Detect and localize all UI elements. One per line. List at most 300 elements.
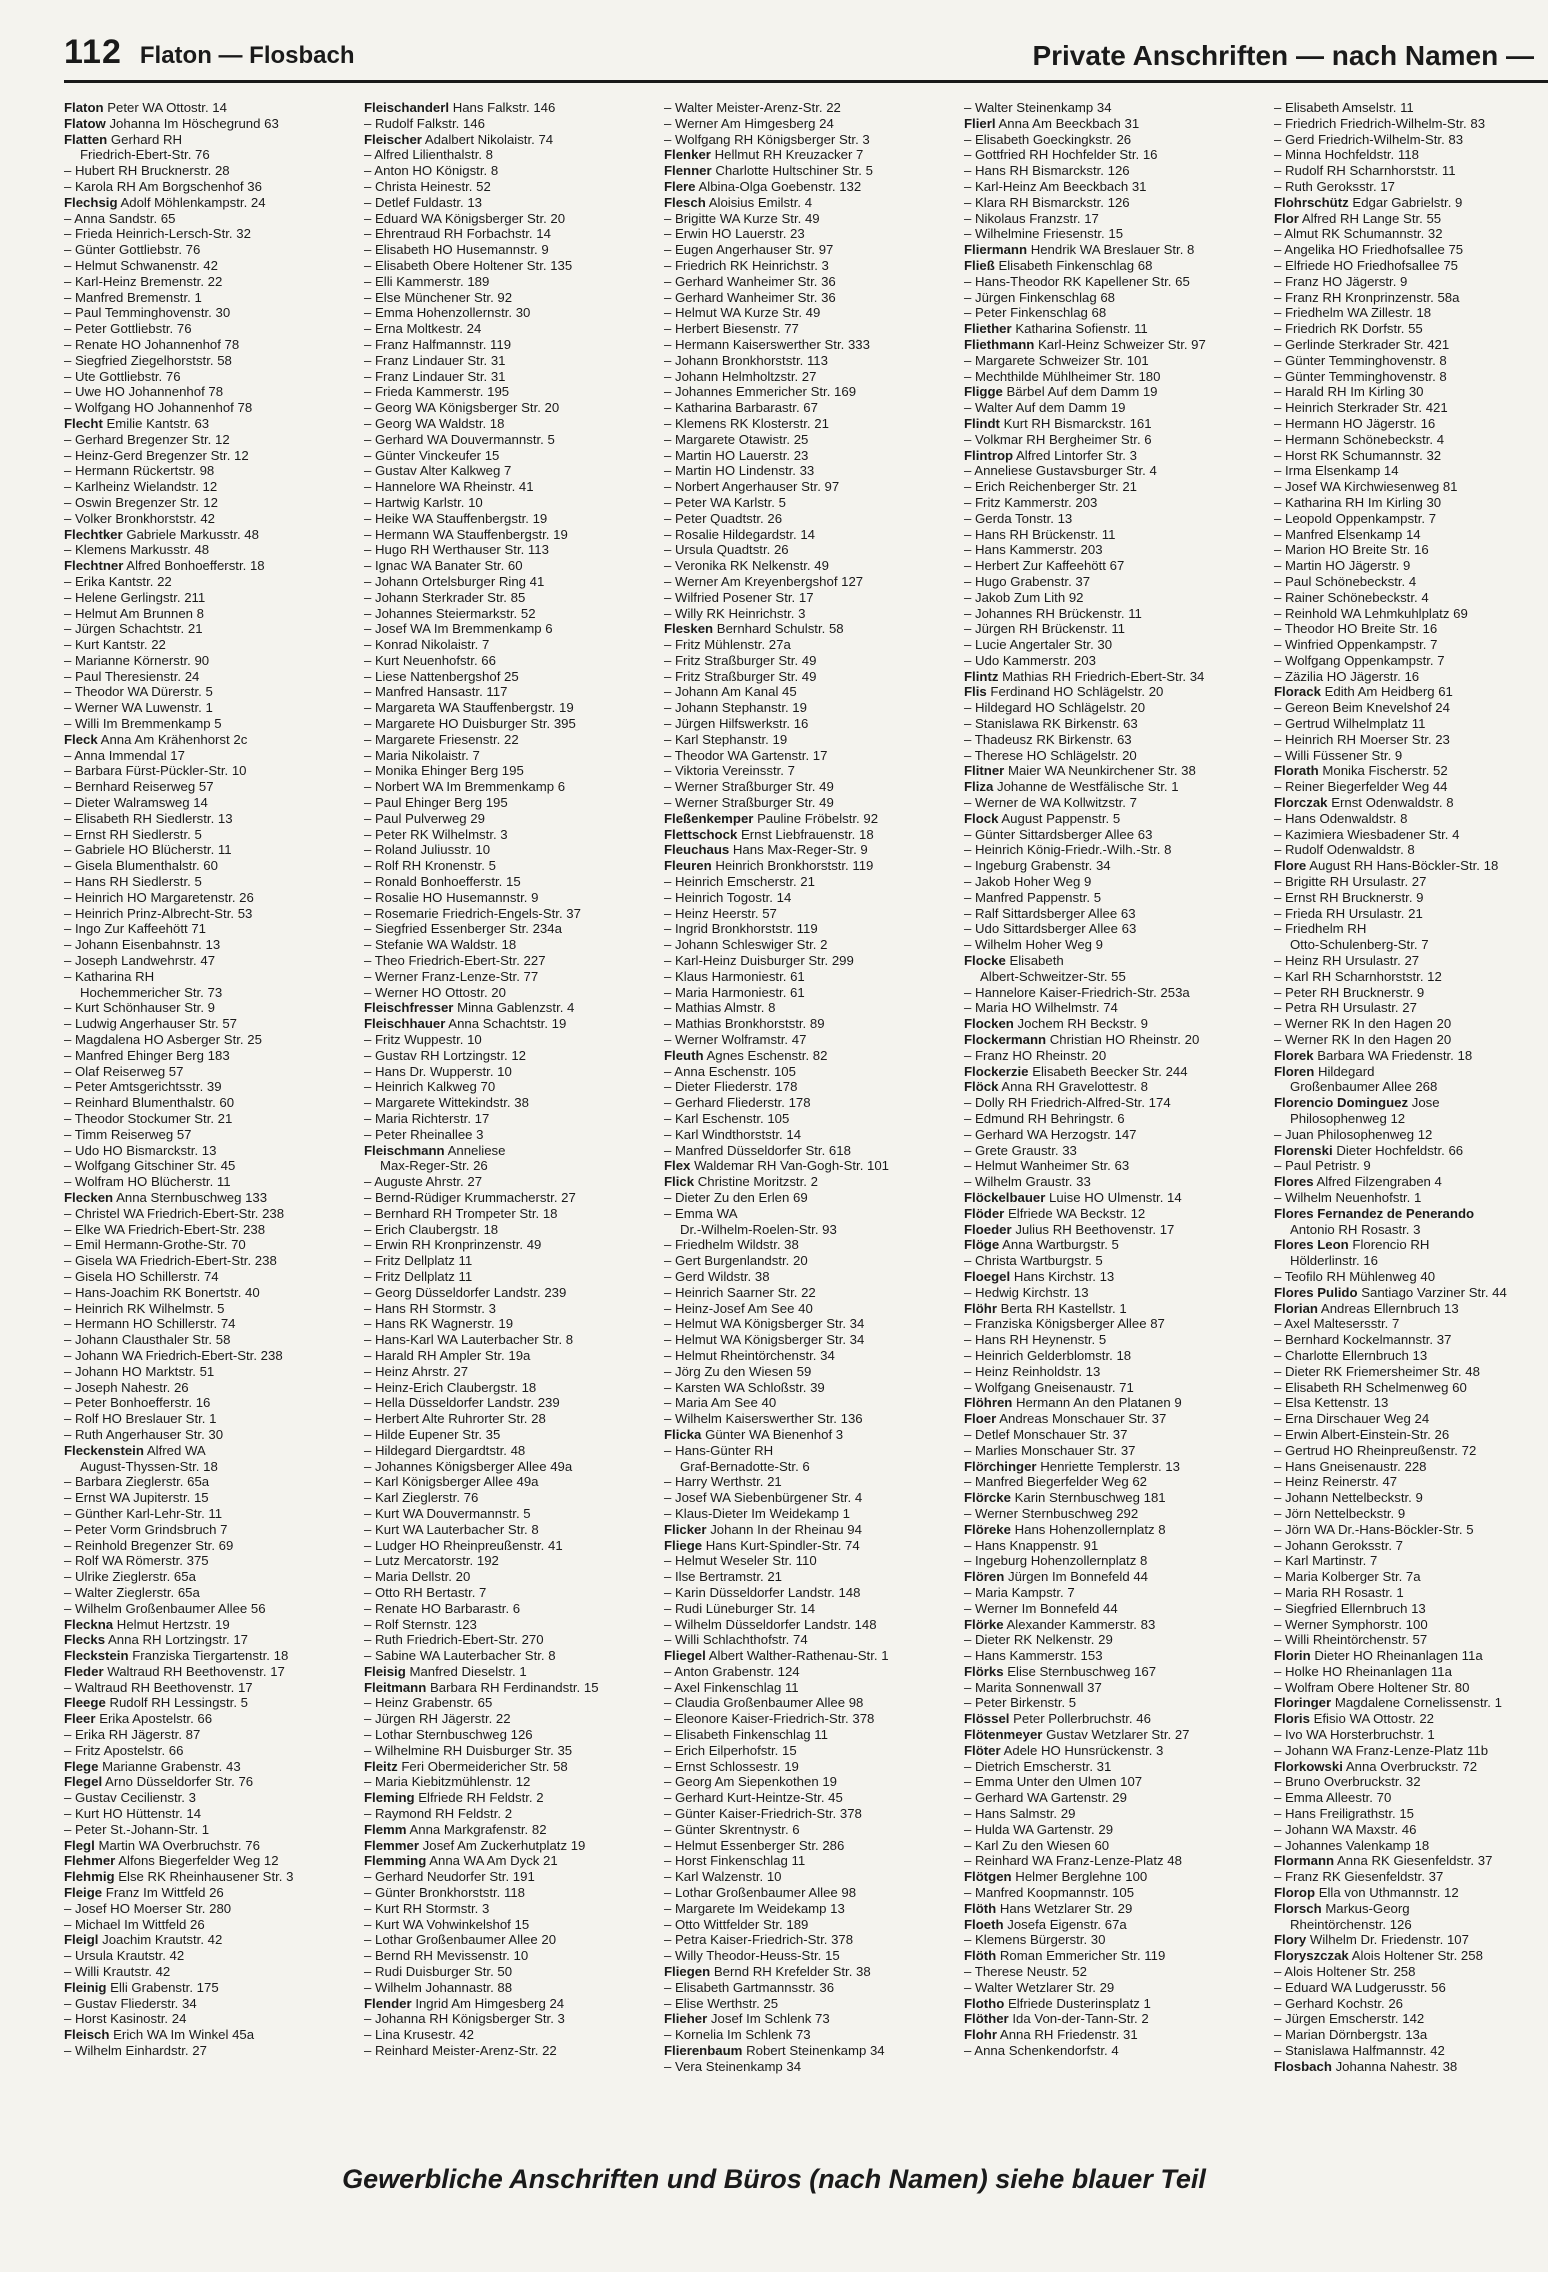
entry-text: Peter WA Ottostr. 14	[107, 100, 227, 115]
entry-text: – Heinz Ahrstr. 27	[364, 1363, 469, 1379]
entry-text: – Ludwig Angerhauser Str. 57	[64, 1016, 238, 1032]
entry-text: – Hermann Schönebeckstr. 4	[1274, 431, 1445, 447]
entry-text: – Georg Düsseldorfer Landstr. 239	[364, 1284, 567, 1300]
entry-text: Günter WA Bienenhof 3	[705, 1426, 844, 1442]
directory-entry	[664, 1632, 956, 1648]
directory-entry	[364, 274, 656, 290]
entry-text: – Ernst RH Brucknerstr. 9	[1274, 889, 1424, 905]
entry-text: – Hermann HO Schillerstr. 74	[64, 1316, 236, 1332]
entry-text: – Dieter Walramsweg 14	[64, 795, 208, 811]
directory-entry	[64, 1111, 356, 1127]
entry-text: – Elisabeth Obere Holtener Str. 135	[364, 257, 573, 273]
directory-entry	[1274, 842, 1548, 858]
entry-text: Elfriede Dusterinsplatz 1	[1007, 1995, 1151, 2011]
entry-text: – Hedwig Kirchstr. 13	[964, 1284, 1089, 1300]
directory-entry	[964, 1601, 1256, 1617]
directory-entry	[64, 1364, 356, 1380]
directory-entry	[964, 1380, 1256, 1396]
entry-text: Franziska Tiergartenstr. 18	[132, 1648, 289, 1664]
entry-text: – Martin HO Lauerstr. 23	[664, 447, 809, 463]
directory-entry	[1274, 100, 1548, 116]
directory-entry	[964, 1000, 1256, 1016]
entry-text: Mathias RH Friedrich-Ebert-Str. 34	[1002, 668, 1205, 684]
directory-entry	[664, 669, 956, 685]
directory-entry	[964, 1474, 1256, 1490]
entry-text: – Heinz-Josef Am See 40	[664, 1300, 813, 1316]
directory-entry	[64, 606, 356, 622]
entry-text: – Walter Meister-Arenz-Str. 22	[664, 100, 841, 115]
surname: Flötgen	[964, 1869, 1012, 1885]
directory-entry	[964, 463, 1256, 479]
directory-entry	[364, 1774, 656, 1790]
entry-text: – Hannelore WA Rheinstr. 41	[364, 479, 534, 495]
entry-text: – Ignac WA Banater Str. 60	[364, 558, 523, 574]
entry-text: – Emma Hohenzollernstr. 30	[364, 305, 531, 321]
address-continuation: Friedrich-Ebert-Str. 76	[80, 147, 210, 163]
surname: Fligge	[964, 384, 1003, 400]
directory-entry	[664, 147, 956, 163]
directory-entry	[1274, 416, 1548, 432]
entry-text: – Katharina RH	[64, 968, 155, 984]
entry-text: Hellmut RH Kreuzacker 7	[714, 147, 864, 163]
entry-text: – Josef HO Moerser Str. 280	[64, 1900, 232, 1916]
entry-text: – Heinrich RK Wilhelmstr. 5	[64, 1300, 225, 1316]
directory-entry	[1274, 353, 1548, 369]
surname: Flohrschütz	[1274, 194, 1349, 210]
entry-text: – Lutz Mercatorstr. 192	[364, 1553, 499, 1569]
directory-entry	[364, 195, 656, 211]
directory-entry	[1274, 590, 1548, 606]
directory-entry	[64, 590, 356, 606]
entry-text: – Hans Salmstr. 29	[964, 1806, 1076, 1822]
directory-entry	[64, 906, 356, 922]
address-continuation: Hochemmericher Str. 73	[80, 984, 223, 1000]
entry-text: – Marlies Monschauer Str. 37	[964, 1442, 1136, 1458]
entry-text: Robert Steinenkamp 34	[746, 2043, 885, 2059]
entry-text: – Maria Kiebitzmühlenstr. 12	[364, 1774, 531, 1790]
directory-entry	[964, 1948, 1256, 1964]
directory-entry	[664, 463, 956, 479]
directory-entry	[664, 1695, 956, 1711]
entry-text: Elisabeth	[1009, 953, 1064, 969]
directory-entry	[364, 985, 656, 1001]
directory-entry	[964, 795, 1256, 811]
entry-text: Adolf Möhlenkampstr. 24	[120, 194, 266, 210]
directory-entry	[1274, 1727, 1548, 1743]
entry-text: Santiago Varziner Str. 44	[1361, 1284, 1507, 1300]
entry-text: – Wolfgang Oppenkampstr. 7	[1274, 652, 1445, 668]
entry-text: Josef Am Zuckerhutplatz 19	[422, 1837, 586, 1853]
directory-entry	[664, 1158, 956, 1174]
entry-text: August RH Hans-Böckler-Str. 18	[1309, 858, 1499, 874]
directory-entry	[364, 1917, 656, 1933]
entry-text: – Gerd Friedrich-Wilhelm-Str. 83	[1274, 131, 1464, 147]
directory-entry	[64, 1964, 356, 1980]
entry-text: Julius RH Beethovenstr. 17	[1015, 1221, 1175, 1237]
directory-entry	[964, 1190, 1256, 1206]
directory-entry	[664, 1380, 956, 1396]
surname: Flocke	[964, 953, 1006, 969]
directory-entry	[964, 274, 1256, 290]
entry-text: Josef Im Schlenk 73	[710, 2011, 830, 2027]
directory-entry	[964, 1048, 1256, 1064]
surname: Flötenmeyer	[964, 1727, 1043, 1743]
surname: Fleitz	[364, 1758, 398, 1774]
directory-entry	[1274, 1427, 1548, 1443]
directory-entry	[964, 1774, 1256, 1790]
directory-entry	[964, 1759, 1256, 1775]
surname: Florenski	[1274, 1142, 1333, 1158]
entry-text: – Heinrich König-Friedr.-Wilh.-Str. 8	[964, 842, 1172, 858]
surname: Fleuchaus	[664, 842, 730, 858]
directory-entry	[964, 748, 1256, 764]
directory-entry	[664, 906, 956, 922]
directory-entry	[64, 1127, 356, 1143]
directory-entry	[1274, 1774, 1548, 1790]
entry-text: Hermann An den Platanen 9	[1016, 1395, 1182, 1411]
entry-text: – Erwin HO Lauerstr. 23	[664, 226, 805, 242]
entry-text: – Joseph Nahestr. 26	[64, 1379, 189, 1395]
directory-entry	[64, 921, 356, 937]
entry-text: – Hans-Joachim RK Bonertstr. 40	[64, 1284, 260, 1300]
directory-entry	[364, 1332, 656, 1348]
entry-text: – Jakob Hoher Weg 9	[964, 874, 1092, 890]
directory-entry	[1274, 527, 1548, 543]
surname: Fleer	[64, 1711, 96, 1727]
directory-entry	[1274, 321, 1548, 337]
directory-entry	[964, 985, 1256, 1001]
directory-entry	[1274, 574, 1548, 590]
surname: Florek	[1274, 1047, 1314, 1063]
directory-entry	[664, 337, 956, 353]
entry-text: – Elisabeth Gartmannsstr. 36	[664, 1979, 835, 1995]
directory-entry	[64, 1016, 356, 1032]
surname: Flöter	[964, 1742, 1001, 1758]
entry-text: – Johann Schleswiger Str. 2	[664, 937, 828, 953]
entry-text: – Heinz Reinholdstr. 13	[964, 1363, 1101, 1379]
directory-entry	[964, 1617, 1256, 1633]
entry-text: – Marita Sonnenwall 37	[964, 1679, 1102, 1695]
entry-text: – Günter Vinckeufer 15	[364, 447, 500, 463]
directory-entry	[1274, 1032, 1548, 1048]
directory-entry	[64, 732, 356, 748]
surname: Flicka	[664, 1426, 702, 1442]
directory-entry	[664, 842, 956, 858]
entry-text: Albert Walther-Rathenau-Str. 1	[708, 1648, 889, 1664]
entry-text: – Helmut WA Königsberger Str. 34	[664, 1316, 865, 1332]
directory-entry	[64, 195, 356, 211]
entry-text: – Helmut Essenberger Str. 286	[664, 1837, 845, 1853]
entry-text: – Therese Neustr. 52	[964, 1964, 1087, 1980]
entry-text: – Margarete Im Weidekamp 13	[664, 1900, 845, 1916]
directory-entry	[964, 969, 1256, 985]
directory-entry	[664, 179, 956, 195]
entry-text: – Gerhard WA Herzogstr. 147	[964, 1126, 1137, 1142]
entry-text: – Siegfried Essenberger Str. 234a	[364, 921, 562, 937]
directory-entry	[1274, 1348, 1548, 1364]
directory-entry	[64, 795, 356, 811]
directory-entry	[964, 1222, 1256, 1238]
entry-text: – Heinrich RH Moerser Str. 23	[1274, 731, 1450, 747]
directory-entry	[364, 684, 656, 700]
entry-text: – Harry Werthstr. 21	[664, 1474, 782, 1490]
entry-text: Helmut Hertzstr. 19	[116, 1616, 230, 1632]
entry-text: – Heinz RH Ursulastr. 27	[1274, 953, 1420, 969]
surname: Flierenbaum	[664, 2043, 743, 2059]
entry-text: – Gerda Tonstr. 13	[964, 510, 1073, 526]
entry-text: – Hans RH Brückenstr. 11	[964, 526, 1116, 542]
entry-text: – Hella Düsseldorfer Landstr. 239	[364, 1395, 560, 1411]
entry-text: – Emil Hermann-Grothe-Str. 70	[64, 1237, 246, 1253]
surname: Flis	[964, 684, 987, 700]
surname: Fleige	[64, 1885, 103, 1901]
directory-entry	[964, 779, 1256, 795]
directory-entry	[364, 321, 656, 337]
directory-entry	[664, 100, 956, 116]
entry-text: – Franz Lindauer Str. 31	[364, 368, 506, 384]
directory-entry	[1274, 479, 1548, 495]
directory-entry	[64, 1680, 356, 1696]
directory-entry	[964, 1648, 1256, 1664]
directory-entry	[964, 1853, 1256, 1869]
directory-entry	[64, 542, 356, 558]
directory-entry	[664, 858, 956, 874]
entry-text: – Peter Vorm Grindsbruch 7	[64, 1521, 228, 1537]
directory-entry	[364, 1301, 656, 1317]
surname: Florin	[1274, 1648, 1311, 1664]
entry-text: – Gerhard Wanheimer Str. 36	[664, 289, 836, 305]
directory-entry	[964, 448, 1256, 464]
directory-entry	[664, 2027, 956, 2043]
entry-text: – Udo Sittardsberger Allee 63	[964, 921, 1137, 937]
directory-entry	[64, 1617, 356, 1633]
entry-text: – Maria Kampstr. 7	[964, 1584, 1075, 1600]
directory-entry	[1274, 400, 1548, 416]
directory-entry	[64, 1632, 356, 1648]
surname: Flores	[1274, 1174, 1314, 1190]
surname: Fliermann	[964, 242, 1028, 258]
directory-entry	[64, 890, 356, 906]
entry-text: – Ute Gottliebstr. 76	[64, 368, 181, 384]
directory-entry	[664, 353, 956, 369]
entry-text: – Theodor WA Dürerstr. 5	[64, 684, 213, 700]
entry-text: – Wilhelm Neuenhofstr. 1	[1274, 1189, 1422, 1205]
entry-text: – Timm Reiserweg 57	[64, 1126, 192, 1142]
entry-text: – Georg Am Siepenkothen 19	[664, 1774, 838, 1790]
directory-entry	[64, 985, 356, 1001]
surname: Flore	[1274, 858, 1307, 874]
entry-text: – Siegfried Ellernbruch 13	[1274, 1600, 1426, 1616]
directory-entry	[64, 1996, 356, 2012]
directory-entry	[364, 1553, 656, 1569]
entry-text: – Jakob Zum Lith 92	[964, 589, 1084, 605]
entry-text: – Stefanie WA Waldstr. 18	[364, 937, 517, 953]
directory-entry	[1274, 1506, 1548, 1522]
directory-entry	[664, 684, 956, 700]
entry-text: Alexander Kammerstr. 83	[1006, 1616, 1156, 1632]
entry-text: – Willi Krautstr. 42	[64, 1964, 171, 1980]
entry-text: Anna RH Lortzingstr. 17	[108, 1632, 249, 1648]
directory-entry	[364, 337, 656, 353]
directory-entry	[64, 1079, 356, 1095]
directory-entry	[364, 1237, 656, 1253]
directory-entry	[1274, 1237, 1548, 1253]
entry-text: – Ernst WA Jupiterstr. 15	[64, 1490, 209, 1506]
directory-entry	[664, 274, 956, 290]
directory-entry	[1274, 763, 1548, 779]
directory-entry	[364, 1980, 656, 1996]
directory-entry	[364, 590, 656, 606]
directory-entry	[964, 163, 1256, 179]
directory-entry	[664, 1727, 956, 1743]
entry-text: – Friedrich RK Heinrichstr. 3	[664, 257, 829, 273]
surname: Flocken	[964, 1016, 1014, 1032]
entry-text: – Renate HO Johannenhof 78	[64, 336, 240, 352]
directory-entry	[1274, 1285, 1548, 1301]
entry-text: – Angelika HO Friedhofsallee 75	[1274, 242, 1464, 258]
directory-entry	[964, 305, 1256, 321]
directory-entry	[964, 1569, 1256, 1585]
entry-text: – Johannes Steiermarkstr. 52	[364, 605, 536, 621]
entry-text: – Manfred Ehinger Berg 183	[64, 1047, 230, 1063]
directory-entry	[664, 1948, 956, 1964]
directory-entry	[1274, 369, 1548, 385]
entry-text: – Heinz Heerstr. 57	[664, 905, 777, 921]
directory-entry	[1274, 1790, 1548, 1806]
entry-text: – Hannelore Kaiser-Friedrich-Str. 253a	[964, 984, 1190, 1000]
directory-entry	[664, 384, 956, 400]
directory-entry	[64, 1774, 356, 1790]
surname: Fleischmann	[364, 1142, 445, 1158]
directory-entry	[64, 2043, 356, 2059]
directory-entry	[364, 842, 656, 858]
entry-text: – Peter Birkenstr. 5	[964, 1695, 1077, 1711]
surname: Florian	[1274, 1300, 1318, 1316]
entry-text: Anna RH Gravelottestr. 8	[1001, 1079, 1148, 1095]
entry-text: – Renate HO Barbarastr. 6	[364, 1600, 521, 1616]
entry-text: – Elisabeth Finkenschlag 11	[664, 1727, 828, 1743]
address-continuation: Hölderlinstr. 16	[1290, 1253, 1378, 1269]
entry-text: Johann In der Rheinau 94	[710, 1521, 862, 1537]
directory-entry	[364, 1206, 656, 1222]
directory-entry	[364, 1348, 656, 1364]
entry-text: – Günter Temminghovenstr. 8	[1274, 368, 1447, 384]
entry-text: Helmer Berglehne 100	[1015, 1869, 1148, 1885]
entry-text: – Frieda Kammerstr. 195	[364, 384, 510, 400]
entry-text: – Kurt Schönhauser Str. 9	[64, 1000, 216, 1016]
entry-text: – Kurt WA Lauterbacher Str. 8	[364, 1521, 539, 1537]
address-continuation: Philosophenweg 12	[1290, 1111, 1406, 1126]
entry-text: – Franz RK Giesenfeldstr. 37	[1274, 1869, 1444, 1885]
directory-entry	[964, 1490, 1256, 1506]
directory-entry	[664, 811, 956, 827]
entry-text: – Therese HO Schlägelstr. 20	[964, 747, 1137, 763]
surname: Floryszczak	[1274, 1948, 1349, 1964]
directory-entry	[1274, 384, 1548, 400]
entry-text: – Wilfried Posener Str. 17	[664, 589, 814, 605]
entry-text: – Marian Dörnbergstr. 13a	[1274, 2027, 1428, 2043]
directory-entry	[964, 1174, 1256, 1190]
address-continuation: August-Thyssen-Str. 18	[80, 1458, 218, 1474]
entry-text: – Dolly RH Friedrich-Alfred-Str. 174	[964, 1095, 1171, 1111]
surname: Florczak	[1274, 795, 1328, 811]
directory-entry	[1274, 1332, 1548, 1348]
directory-entry	[364, 1695, 656, 1711]
entry-text: – Heinrich Sterkrader Str. 421	[1274, 400, 1448, 416]
entry-text: – Fritz Apostelstr. 66	[64, 1742, 184, 1758]
directory-entry	[364, 700, 656, 716]
entry-text: – Gerd Wildstr. 38	[664, 1268, 770, 1284]
directory-entry	[664, 195, 956, 211]
entry-text: – Kornelia Im Schlenk 73	[664, 2027, 811, 2043]
directory-entry	[64, 432, 356, 448]
directory-entry	[364, 432, 656, 448]
entry-text: – Norbert WA Im Bremmenkamp 6	[364, 779, 566, 795]
entry-text: – Wolfgang RH Königsberger Str. 3	[664, 131, 870, 147]
entry-text: – Peter Bonhoefferstr. 16	[64, 1395, 211, 1411]
entry-text: Anna Sternbuschweg 133	[116, 1189, 268, 1205]
directory-entry	[664, 1427, 956, 1443]
entry-text: – Heinrich Togostr. 14	[664, 889, 792, 905]
directory-entry	[1274, 1364, 1548, 1380]
surname: Fleßenkemper	[664, 810, 754, 826]
entry-text: – Johannes Valenkamp 18	[1274, 1837, 1430, 1853]
surname: Floris	[1274, 1711, 1310, 1727]
entry-text: – Anton Grabenstr. 124	[664, 1663, 800, 1679]
entry-text: – Emma Unter den Ulmen 107	[964, 1774, 1143, 1790]
surname: Flor	[1274, 210, 1299, 226]
directory-entry	[1274, 305, 1548, 321]
address-continuation: Großenbaumer Allee 268	[1290, 1079, 1438, 1095]
directory-entry	[964, 179, 1256, 195]
surname: Flöge	[964, 1237, 1000, 1253]
surname: Florencio Dominguez	[1274, 1095, 1409, 1111]
entry-text: – Margareta WA Stauffenbergstr. 19	[364, 700, 574, 716]
entry-text: – Maria Am See 40	[664, 1395, 777, 1411]
directory-entry	[1274, 1459, 1548, 1475]
directory-entry	[364, 1664, 656, 1680]
directory-entry	[1274, 495, 1548, 511]
directory-entry	[664, 827, 956, 843]
entry-text: – Manfred Pappenstr. 5	[964, 889, 1102, 905]
entry-text: – Peter WA Karlstr. 5	[664, 494, 786, 510]
entry-text: – Gustav Alter Kalkweg 7	[364, 463, 512, 479]
surname: Flores Pulido	[1274, 1284, 1358, 1300]
entry-text: – Christa Wartburgstr. 5	[964, 1253, 1103, 1269]
directory-entry	[1274, 1064, 1548, 1080]
entry-text: – Hugo Grabenstr. 37	[964, 573, 1091, 589]
directory-entry	[1274, 1569, 1548, 1585]
directory-entry	[664, 479, 956, 495]
directory-entry	[64, 1743, 356, 1759]
directory-entry	[1274, 1016, 1548, 1032]
directory-entry	[964, 921, 1256, 937]
entry-text: – Brigitte WA Kurze Str. 49	[664, 210, 820, 226]
entry-text: – Klemens RK Klosterstr. 21	[664, 415, 829, 431]
surname: Flenner	[664, 163, 712, 179]
surname: Florsch	[1274, 1900, 1322, 1916]
entry-text: – Paul Pulverweg 29	[364, 810, 485, 826]
entry-text: – Günter Kaiser-Friedrich-Str. 378	[664, 1806, 862, 1822]
directory-entry	[64, 763, 356, 779]
directory-entry	[64, 1427, 356, 1443]
directory-entry	[364, 969, 656, 985]
directory-entry	[964, 1869, 1256, 1885]
entry-text: – Ilse Bertramstr. 21	[664, 1569, 782, 1585]
entry-text: Erich WA Im Winkel 45a	[113, 2027, 255, 2043]
directory-entry	[664, 574, 956, 590]
address-continuation: Antonio RH Rosastr. 3	[1290, 1221, 1421, 1237]
